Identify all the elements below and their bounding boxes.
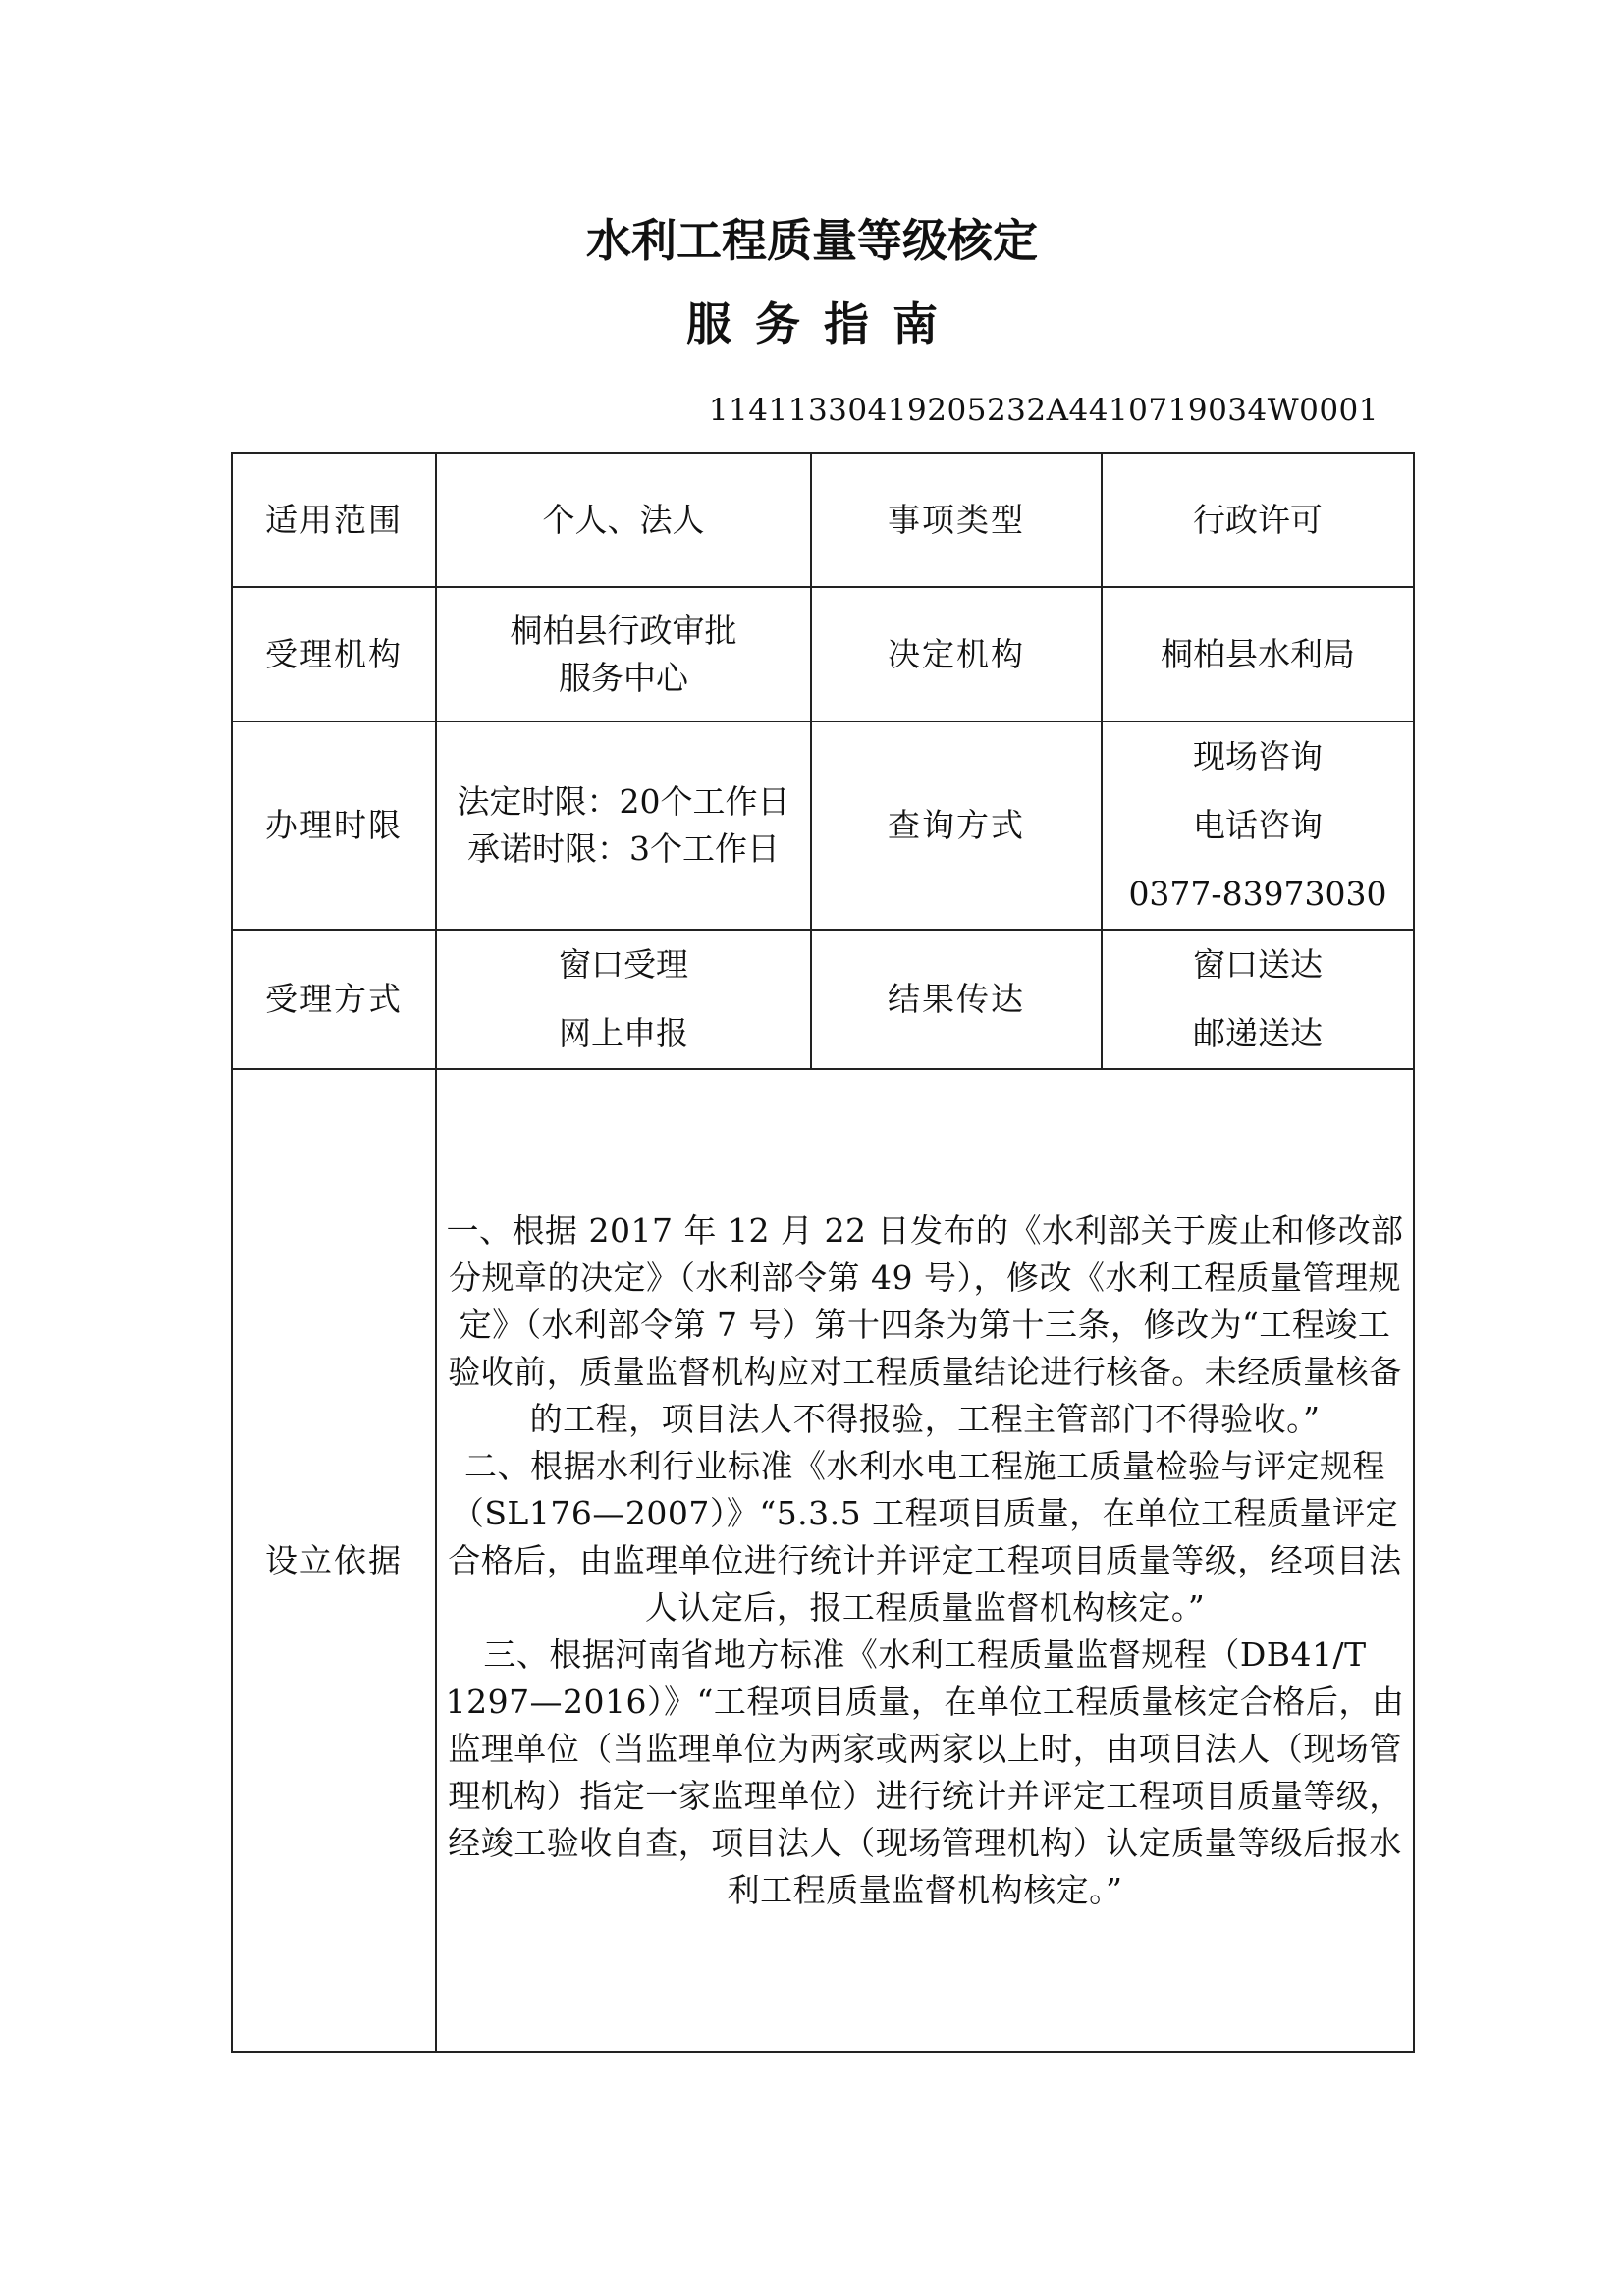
label-acceptance-method: 受理方式 xyxy=(232,930,436,1069)
value-result-delivery xyxy=(1102,930,1414,1069)
value-inquiry-method xyxy=(1102,721,1414,930)
delivery-window: 窗口送达 xyxy=(1193,945,1323,984)
legal-basis-paragraph-3: 三、根据河南省地方标准《水利工程质量监督规程（DB41/T 1297—2016）》“工程项目质量，在单位工程质量核定合格后，由监理单位（当监理单位为两家或两家以上时，由项目法人（现场管理机构）指定一家监理单位）进行统计并评定工程项目质量等级，经竣工验收自查，项目法人（现场管理机构）认定质量等级后报水利工程质量监督机构核定。” xyxy=(445,1634,1405,1909)
inquiry-phone-number: 0377-83973030 xyxy=(1128,875,1387,913)
table-row-acceptance-method xyxy=(232,930,1414,1069)
legal-basis-paragraph-1: 一、根据 2017 年 12 月 22 日发布的《水利部关于废止和修改部分规章的决定》（水利部令第 49 号），修改《水利工程质量管理规定》（水利部令第 7 号）第十四条为第十三条，修改为“工程竣工验收前，质量监督机构应对工程质量结论进行核备。未经质量核备的工程，项目法人不得报验，工程主管部门不得验收。” xyxy=(446,1210,1404,1438)
label-deciding-agency: 决定机构 xyxy=(811,587,1102,721)
delivery-mail: 邮递送达 xyxy=(1193,1014,1323,1052)
label-accepting-agency: 受理机构 xyxy=(232,587,436,721)
label-legal-basis: 设立依据 xyxy=(232,1069,436,2052)
inquiry-onsite: 现场咨询 xyxy=(1193,737,1323,775)
table-row-agency xyxy=(232,587,1414,721)
acceptance-online: 网上申报 xyxy=(559,1014,688,1052)
value-scope: 个人、法人 xyxy=(436,453,811,587)
inquiry-phone: 电话咨询 xyxy=(1193,806,1323,844)
document-code: 11411330419205232A4410719034W0001 xyxy=(708,393,1379,428)
value-accepting-agency xyxy=(436,587,811,721)
label-result-delivery: 结果传达 xyxy=(811,930,1102,1069)
value-time-limit xyxy=(436,721,811,930)
document-title: 水利工程质量等级核定 xyxy=(586,214,1038,267)
service-guide-table xyxy=(231,452,1415,2053)
table-row-legal-basis xyxy=(232,1069,1414,2052)
value-item-type: 行政许可 xyxy=(1102,453,1414,587)
legal-basis-paragraph-2: 二、根据水利行业标准《水利水电工程施工质量检验与评定规程（SL176—2007）》“5.3.5 工程项目质量，在单位工程质量评定合格后，由监理单位进行统计并评定工程项目质量等级，经项目法人认定后，报工程质量监督机构核定。” xyxy=(448,1446,1402,1627)
promised-time-limit: 承诺时限：3个工作日 xyxy=(467,829,780,868)
acceptance-window: 窗口受理 xyxy=(559,945,688,984)
label-time-limit: 办理时限 xyxy=(232,721,436,930)
label-item-type: 事项类型 xyxy=(811,453,1102,587)
value-acceptance-method xyxy=(436,930,811,1069)
legal-basis-content xyxy=(436,1069,1414,2052)
accepting-agency-line-1: 桐柏县行政审批 xyxy=(510,611,737,650)
label-scope: 适用范围 xyxy=(232,453,436,587)
table-row-time-limit xyxy=(232,721,1414,930)
document-subtitle: 服务指南 xyxy=(686,297,961,350)
value-deciding-agency: 桐柏县水利局 xyxy=(1102,587,1414,721)
legal-time-limit: 法定时限：20个工作日 xyxy=(457,782,790,821)
accepting-agency-line-2: 服务中心 xyxy=(559,658,688,697)
table-row-scope xyxy=(232,453,1414,587)
label-inquiry-method: 查询方式 xyxy=(811,721,1102,930)
